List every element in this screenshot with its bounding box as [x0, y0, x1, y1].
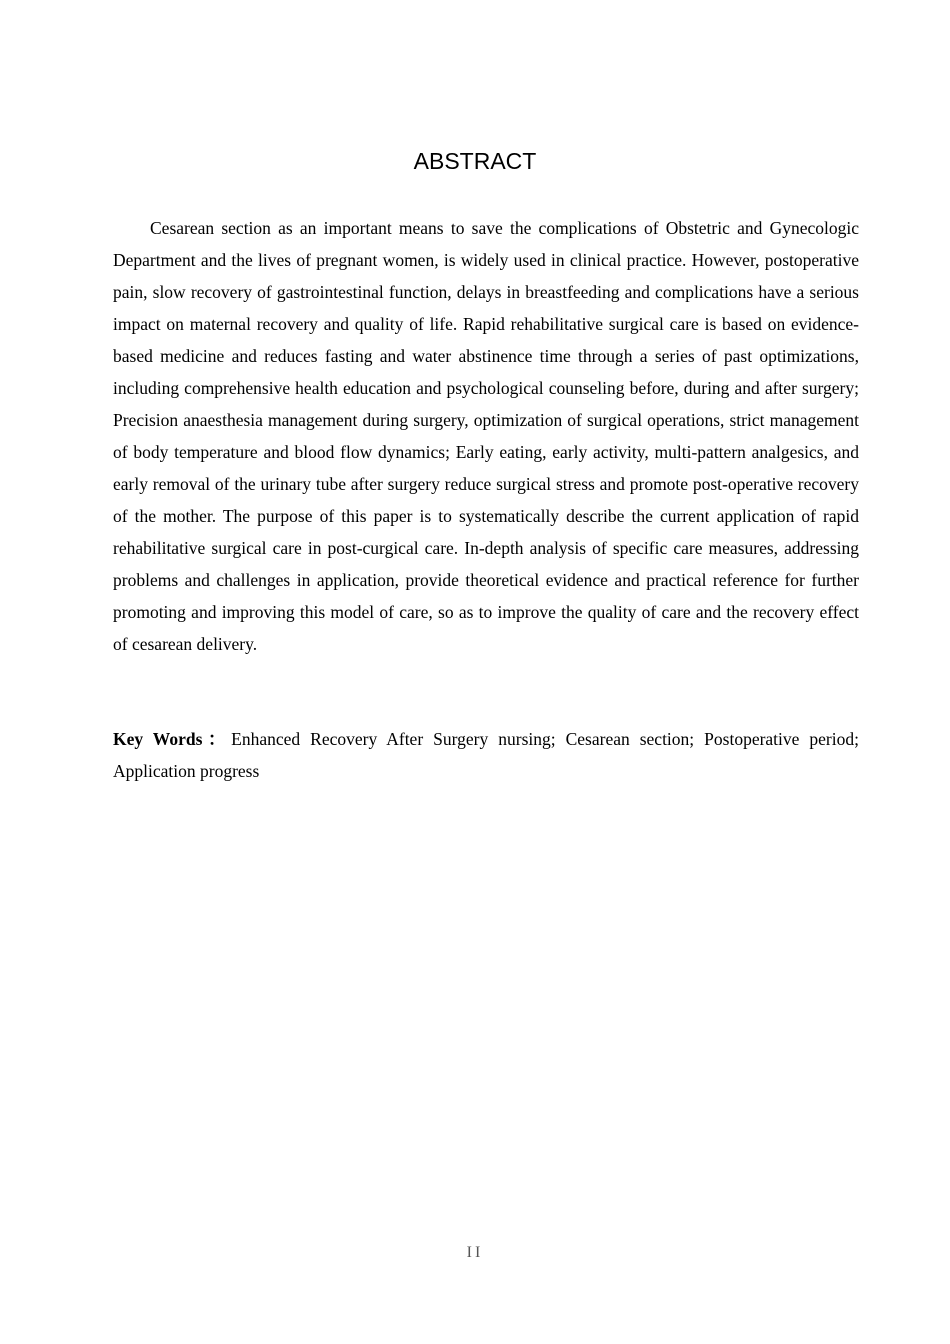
- keywords-text: Enhanced Recovery After Surgery nursing; Cesarean section; Postoperative period; Application progress: [113, 729, 859, 781]
- page-number: II: [466, 1244, 484, 1261]
- keywords-label: Key Words：: [113, 729, 232, 749]
- abstract-title: ABSTRACT: [413, 148, 537, 174]
- abstract-body: Cesarean section as an important means to save the complications of Obstetric and Gynecologic Department and the lives of pregnant women, is widely used in clinical practice. However, postoperative pain, slow recovery of gastrointestinal function, delays in breastfeeding and complications have a serious impact on maternal recovery and quality of life. Rapid rehabilitative surgical care is based on evidence-based medicine and reduces fasting and water abstinence time through a series of past optimizations, including comprehensive health education and psychological counseling before, during and after surgery; Precision anaesthesia management during surgery, optimization of surgical operations, strict management of body temperature and blood flow dynamics; Early eating, early activity, multi-pattern analgesics, and early removal of the urinary tube after surgery reduce surgical stress and promote post-operative recovery of the mother. The purpose of this paper is to systematically describe the current application of rapid rehabilitative surgical care in post-curgical care. In-depth analysis of specific care measures, addressing problems and challenges in application, provide theoretical evidence and practical reference for further promoting and improving this model of care, so as to improve the quality of care and the recovery effect of cesarean delivery.: [113, 218, 859, 654]
- keywords-paragraph: [113, 723, 859, 787]
